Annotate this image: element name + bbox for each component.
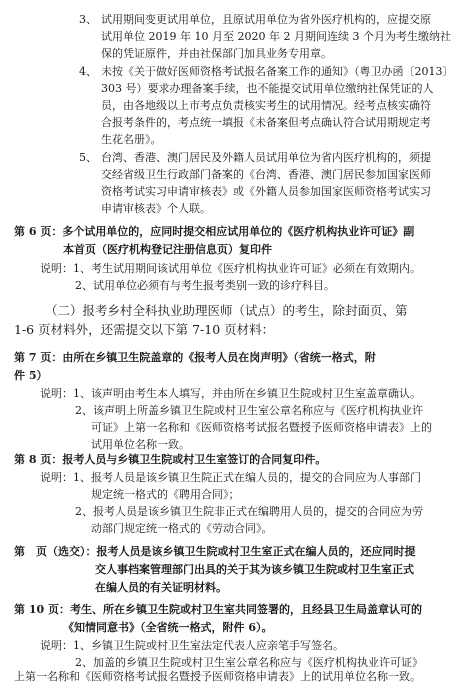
page6-note: 说明：1、考生试用期间该试用单位《医疗机构执业许可证》必须在有效期内。 [40, 262, 421, 275]
page6-note: 2、试用单位必须有与考生报考类别一致的诊疗科目。 [75, 279, 335, 292]
item-text-line: 合报考条件的，考点统一填报《未备案但考点确认符合试用期规定考 [101, 116, 431, 129]
page9-heading-cont: 在编人员的有关证明材料。 [95, 581, 227, 594]
page7-heading: 第 7 页：由所在乡镇卫生院盖章的《报考人员在岗声明》（省统一格式，附 [14, 351, 376, 364]
page8-note: 2、报考人员是该乡镇卫生院非正式在编聘用人员的，提交的合同应为劳 [75, 505, 423, 518]
section-heading-cont: 1-6 页材料外，还需提交以下第 7-10 页材料： [14, 322, 275, 337]
item-text-line: 申请审核表》个人联。 [101, 202, 211, 215]
page10-heading-cont: 《知情同意书》（全省统一格式，附件 6）。 [63, 621, 273, 634]
item-text-line: 交经省级卫生行政部门备案的《台湾、香港、澳门居民参加国家医师 [101, 168, 431, 181]
page8-heading: 第 8 页：报考人员与乡镇卫生院或村卫生室签订的合同复印件。 [14, 453, 327, 466]
page10-note: 上第一名称和《医师资格考试报名暨授予医师资格申请表》上的试用单位名称一致。 [14, 670, 421, 683]
page10-heading: 第 10 页：考生、所在乡镇卫生院或村卫生室共同签署的，且经县卫生局盖章认可的 [14, 603, 422, 616]
item-number: 5、 [79, 151, 97, 164]
page8-note: 动部门规定统一格式的《劳动合同》。 [91, 522, 273, 535]
page7-note: 试用单位名称一致。 [91, 438, 190, 451]
section-heading: （二）报考乡村全科执业助理医师（试点）的考生，除封面页、第 [45, 303, 408, 318]
page8-note: 规定统一格式的《聘用合同》； [91, 488, 240, 501]
page7-note: 2、该声明上所盖乡镇卫生院或村卫生室公章名称应与《医疗机构执业许 [75, 404, 423, 417]
page9-heading: 第 页（选交）：报考人员是该乡镇卫生院或村卫生室正式在编人员的，还应同时提 [14, 545, 416, 558]
page9-heading-cont: 交人事档案管理部门出具的关于其为该乡镇卫生院或村卫生室正式 [95, 563, 414, 576]
item-text-line: 台湾、香港、澳门居民及外籍人员试用单位为省内医疗机构的，须提 [101, 151, 431, 164]
page6-heading-cont: 本首页（医疗机构登记注册信息页）复印件 [63, 243, 272, 256]
item-text-line: 303 号）要求办理备案手续，也不能提交试用单位缴纳社保凭证的人 [101, 82, 434, 95]
item-text-line: 未按《关于做好医师资格考试报名备案工作的通知》（粤卫办函〔2013〕 [101, 65, 454, 78]
page10-note: 2、加盖的乡镇卫生院或村卫生室公章名称应与《医疗机构执业许可证》 [75, 656, 423, 669]
page7-note: 可证》上第一名称和《医师资格考试报名暨授予医师资格申请表》上的 [91, 421, 432, 434]
page7-note: 说明：1、该声明由考生本人填写，并由所在乡镇卫生院或村卫生室盖章确认。 [40, 387, 421, 400]
item-number: 4、 [79, 65, 97, 78]
page10-note: 说明：1、乡镇卫生院或村卫生室法定代表人应亲笔手写签名。 [40, 639, 344, 652]
item-text-line: 生花名册》。 [101, 133, 162, 146]
item-text-line: 试用期间变更试用单位，且原试用单位为省外医疗机构的，应提交原 [101, 13, 431, 26]
item-text-line: 试用单位 2019 年 10 月至 2020 年 2 月期间连续 3 个月为考生缴纳社 [101, 30, 451, 43]
page8-note: 说明：1、报考人员是该乡镇卫生院正式在编人员的，提交的合同应为人事部门 [40, 471, 421, 484]
item-text-line: 保的凭证原件，并由社保部门加具业务专用章。 [101, 47, 332, 60]
item-number: 3、 [79, 13, 97, 26]
item-text-line: 员，由各地级以上市考点负责核实考生的试用情况。经考点核实确符 [101, 99, 431, 112]
page7-heading-cont: 件 5） [14, 369, 48, 382]
item-text-line: 资格考试实习申请审核表》或《外籍人员参加国家医师资格考试实习 [101, 185, 431, 198]
page6-heading: 第 6 页：多个试用单位的，应同时提交相应试用单位的《医疗机构执业许可证》副 [14, 225, 415, 238]
